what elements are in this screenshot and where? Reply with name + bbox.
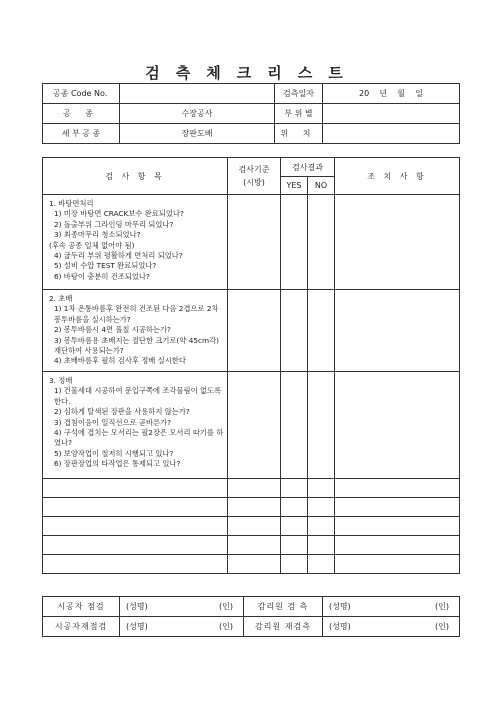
col-header-basis: 검사기준 (시방) <box>228 158 281 195</box>
code-label: 공종 Code No. <box>43 84 120 104</box>
check-item: 2) 심하게 탈색된 장판을 사용하지 않는가? <box>54 407 190 417</box>
blank-cell[interactable] <box>228 498 281 517</box>
blank-cell[interactable] <box>308 498 335 517</box>
document-title: 검측체크리스트 <box>145 64 359 82</box>
check-item: (후속 공종 일체 없어야 됨) <box>49 240 135 250</box>
detail-label: 세 부 공 종 <box>43 124 120 144</box>
check-item: 2) 돌출부위 그라인딩 마무리 되었나? <box>54 219 174 229</box>
location-value[interactable] <box>323 124 460 144</box>
check-item: 1) 미장 바탕면 CRACK보수 완료되었나? <box>54 209 184 219</box>
action-cell[interactable] <box>335 290 460 372</box>
basis-cell[interactable] <box>228 195 281 290</box>
blank-cell[interactable] <box>281 536 308 555</box>
blank-cell[interactable] <box>43 555 228 574</box>
blank-cell[interactable] <box>308 555 335 574</box>
blank-cell[interactable] <box>228 555 281 574</box>
info-table <box>42 83 460 144</box>
date-label: 검측일자 <box>275 84 323 104</box>
section-title: 3. 정배 <box>49 376 73 385</box>
check-item: 1) 건물세대 시공하여 문입구쪽에 조각물림이 없도록 한다. <box>54 386 222 406</box>
signature-table <box>42 596 460 637</box>
part-value[interactable] <box>323 104 460 124</box>
supervisor-inspect-field[interactable] <box>323 597 460 617</box>
col-header-action: 조 치 사 항 <box>335 158 460 195</box>
work-value[interactable]: 수장공사 <box>120 104 275 124</box>
check-item: 4) 구석에 겹치는 모서리는 필2장은 모서리 따기를 하였나? <box>54 428 224 448</box>
contractor-check-label: 시공자 점검 <box>43 597 120 617</box>
blank-cell[interactable] <box>43 517 228 536</box>
check-item: 3) 봉투바름용 초배지는 절단한 크기로(약 45cm각) 재단하여 사용되는가? <box>54 335 220 356</box>
blank-cell[interactable] <box>335 555 460 574</box>
yes-cell[interactable] <box>281 195 308 290</box>
blank-cell[interactable] <box>281 555 308 574</box>
name-label: (성명) <box>126 622 148 631</box>
blank-cell[interactable] <box>308 517 335 536</box>
name-label: (성명) <box>329 602 351 611</box>
code-value[interactable] <box>120 84 275 104</box>
material-check-field[interactable] <box>120 617 244 637</box>
check-item: 5) 보양작업이 철저히 시행되고 있나? <box>54 448 174 458</box>
blank-cell[interactable] <box>43 536 228 555</box>
work-label: 공 종 <box>43 104 120 124</box>
check-item: 3) 최종마무리 청소되었나? <box>54 230 141 240</box>
blank-cell[interactable] <box>43 498 228 517</box>
blank-cell[interactable] <box>43 479 228 498</box>
seal-label: (인) <box>219 622 233 631</box>
section-title: 1. 바탕면처리 <box>49 199 94 208</box>
action-cell[interactable] <box>335 372 460 479</box>
yes-cell[interactable] <box>281 372 308 479</box>
basis-cell[interactable] <box>228 372 281 479</box>
blank-cell[interactable] <box>281 517 308 536</box>
blank-cell[interactable] <box>308 479 335 498</box>
no-cell[interactable] <box>308 290 335 372</box>
blank-cell[interactable] <box>281 498 308 517</box>
col-header-result: 검사결과 <box>281 158 335 177</box>
name-label: (성명) <box>126 602 148 611</box>
blank-cell[interactable] <box>335 479 460 498</box>
check-item: 4) 굽두리 부위 평활하게 면처리 되었나? <box>54 251 183 261</box>
seal-label: (인) <box>219 602 233 611</box>
blank-cell[interactable] <box>335 517 460 536</box>
name-label: (성명) <box>329 622 351 631</box>
date-value[interactable]: 20 년 월 일 <box>323 84 460 104</box>
col-header-items: 검 사 항 목 <box>43 158 228 195</box>
blank-cell[interactable] <box>335 498 460 517</box>
check-item: 1) 1차 온통바름후 완전히 건조된 다음 2겹으로 2차 봉투바름을 실시하는가? <box>54 304 219 324</box>
blank-cell[interactable] <box>228 517 281 536</box>
no-cell[interactable] <box>308 195 335 290</box>
supervisor-reinspect-field[interactable] <box>323 617 460 637</box>
check-item: 4) 초배바름후 필히 검사후 정배 실시한다 <box>54 356 186 366</box>
section-2-cell <box>43 290 228 372</box>
section-3-cell <box>43 372 228 479</box>
basis-cell[interactable] <box>228 290 281 372</box>
check-item: 2) 봉투바름시 4면 풀칠 시공하는가? <box>54 325 171 335</box>
blank-cell[interactable] <box>281 479 308 498</box>
part-label: 부 위 별 <box>275 104 323 124</box>
seal-label: (인) <box>435 622 449 631</box>
check-item: 5) 설비 수압 TEST 완료되었나? <box>54 261 157 271</box>
contractor-check-field[interactable] <box>120 597 244 617</box>
section-1-cell <box>43 195 228 290</box>
col-header-no: NO <box>308 177 335 195</box>
material-check-label: 시공자재점검 <box>43 617 120 637</box>
blank-cell[interactable] <box>228 536 281 555</box>
checklist-table <box>42 157 460 574</box>
location-label: 위 치 <box>275 124 323 144</box>
blank-cell[interactable] <box>308 536 335 555</box>
col-header-yes: YES <box>281 177 308 195</box>
seal-label: (인) <box>435 602 449 611</box>
no-cell[interactable] <box>308 372 335 479</box>
check-item: 6) 장판장업의 타작업은 통제되고 있나? <box>54 459 181 469</box>
blank-cell[interactable] <box>228 479 281 498</box>
section-title: 2. 초배 <box>49 294 73 303</box>
detail-value[interactable]: 장판도배 <box>120 124 275 144</box>
yes-cell[interactable] <box>281 290 308 372</box>
check-item: 6) 바탕이 충분히 건조되었나? <box>54 271 150 281</box>
supervisor-reinspect-label: 감리원 재검측 <box>244 617 323 637</box>
check-item: 3) 겹침이음이 일직선으로 곧바른가? <box>54 417 172 427</box>
blank-cell[interactable] <box>335 536 460 555</box>
action-cell[interactable] <box>335 195 460 290</box>
supervisor-inspect-label: 감리원 검 측 <box>244 597 323 617</box>
